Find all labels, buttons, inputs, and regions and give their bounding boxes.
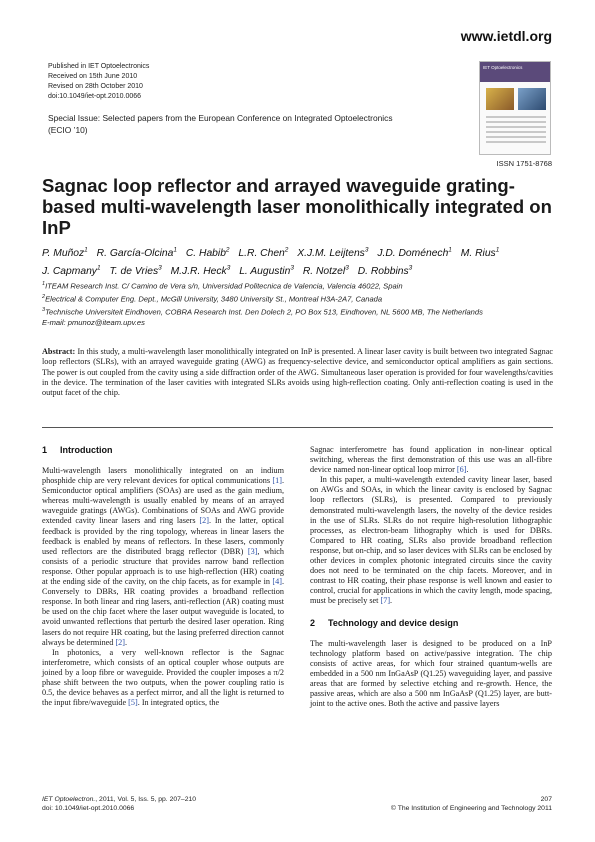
journal-cover-thumbnail	[479, 61, 551, 155]
citation-link[interactable]: [2]	[199, 516, 209, 526]
citation-link[interactable]: [5]	[128, 698, 138, 708]
author-name: J. Capmany$^1$	[42, 264, 101, 277]
affiliations	[42, 279, 562, 329]
citation-link[interactable]: [7]	[380, 596, 391, 606]
author-name: M. Rius$^1$	[460, 247, 500, 260]
pubinfo-journal: Published in IET Optoelectronics	[48, 63, 150, 70]
abstract-text: In this study, a multi-wavelength laser monolithically integrated on InP is presented. A linear laser cavity is built between two integrated Sagnac loop reflectors (SLRs), with an arrayed waveguide grating (AWG) as frequency-selective device, and semiconductor optical amplifiers as gain sections. The power is out coupled from the cavity using a side diffraction order of the AWG. Simultaneous laser operation is provided for four wavelengths/cavities in the device. The termination of the laser cavities with integrated SLRs avoids using high-reflection coating. Only anti-reflection coating is used in the output facet of the chip.	[42, 347, 554, 398]
pubinfo-received: Received on 15th June 2010	[48, 73, 138, 80]
abstract	[42, 347, 553, 398]
author-name: P. Muñoz$^1$	[42, 247, 88, 260]
publication-info	[48, 62, 149, 102]
affiliation-2: $^2$Electrical & Computer Eng. Dept., McGill University, 3480 University St., Montreal H3A-2A7, Canada	[42, 294, 383, 304]
cover-image-1	[486, 88, 514, 110]
author-name: C. Habib$^2$	[185, 247, 230, 260]
paragraph: Multi-wavelength lasers monolithically integrated on an indium phosphide chip are very relevant devices for optical communications [1]. Semiconductor optical amplifiers (SOAs) are used as the gain medium, whereas multi-wavelength is usually enabled by means of an arrayed waveguide gratings (AWGs). Combinations of SOAs and AWG provide extended cavity linear lasers and ring lasers [2]. In the latter, optical feedback is provided by the ring topology, whereas in linear lasers the feedback is enabled by means of reflectors. In these lasers, commonly used reflectors are the distributed bragg reflector (DBR) [3], which consists of a periodic structure that provides narrow band reflection response. Other popular approach is to use high-reflection (HR) coating at the ending side of the cavity, on the chip facets, as for example in [4]. Conversely to DBRs, HR coating provides a broadband reflection response. In both linear and ring lasers, anti-reflection (AR) coating must be used on the chip facet where the laser output waveguide is located, to avoid unwanted reflections that perturb the desired laser operation. Ring lasers do not require HR coating, but the lasing preferred direction cannot always be determined [2].	[42, 466, 284, 647]
paper-title: Sagnac loop reflector and arrayed waveguide grating-based multi-wavelength laser monolithically integrated on InP	[42, 175, 552, 238]
pubinfo-revised: Revised on 28th October 2010	[48, 83, 143, 90]
paragraph: In photonics, a very well-known reflector is the Sagnac interferometre, which consists of an optical coupler whose outputs are joined by a loop fibre or waveguide. Provided the coupler imposes a π/2 phase shift between the two outputs, when the power coupling ratio is 0.5, the device behaves as a perfect mirror, and all the light is returned to the input fibre/waveguide [5]. In integrated optics, the	[42, 647, 284, 708]
citation-link[interactable]: [2]	[115, 637, 125, 647]
left-column	[42, 445, 284, 708]
affiliation-3: $^3$Technische Universiteit Eindhoven, COBRA Research Inst. Den Dolech 2, PO Box 513, Eindhoven, NL 5600 MB, The Netherlands	[42, 307, 483, 317]
citation-link[interactable]: [4]	[272, 577, 282, 587]
issn: ISSN 1751-8768	[496, 159, 552, 168]
cover-band	[480, 62, 550, 82]
copyright: © The Institution of Engineering and Technology 2011	[390, 805, 552, 812]
right-column	[310, 445, 552, 709]
abstract-divider	[42, 427, 553, 428]
footer-journal: IET Optoelectron.	[42, 796, 96, 803]
footer-volume: , 2011, Vol. 5, Iss. 5, pp. 207–210	[95, 796, 197, 803]
paragraph: Sagnac interferometre has found application in non-linear optical switching, whereas the first demonstration of this use was an all-fibre device named non-linear optical loop mirror [6].	[310, 445, 552, 475]
section-1-heading: 1 Introduction	[42, 445, 113, 455]
author-name: M.J.R. Heck$^3$	[170, 264, 231, 277]
abstract-label: Abstract:	[42, 347, 76, 356]
author-list	[42, 244, 562, 279]
affiliation-1: $^1$ITEAM Research Inst. C/ Camino de Vera s/n, Universidad Politecnica de Valencia, Valencia 46022, Spain	[42, 281, 403, 291]
journal-url[interactable]: www.ietdl.org	[460, 28, 552, 44]
paragraph: In this paper, a multi-wavelength extended cavity linear laser, based on AWGs and SOAs, in which the linear cavity is enclosed by Sagnac loop reflectors (SLRs), is presented. Compared to previously demonstrated multi-wavelength lasers, the novelty of the device resides in the use of SLRs. SLRs do not require high-resolution lithographic processes, as electron-beam lithography which is used for DBRs. Compared to HR coating, SLRs also provide broadband reflection response, but on-chip, and so laser devices with SLRs can be enclosed by other devices in complex photonic integrated circuits since the cavity does not need to be terminated on the chip facets. Moreover, and in contrast to HR coating, their phase response is well known and easier to control, crucial for applications in which the cavity length, mode spacing, must be precisely set [7].	[310, 475, 552, 606]
citation-link[interactable]: [6]	[456, 465, 467, 475]
footer-doi: doi: 10.1049/iet-opt.2010.0066	[42, 805, 135, 812]
contact-email[interactable]: E-mail: pmunoz@iteam.upv.es	[42, 318, 145, 328]
footer-citation	[42, 795, 196, 813]
author-name: D. Robbins$^3$	[357, 264, 413, 277]
author-name: T. de Vries$^3$	[109, 264, 162, 277]
author-name: L. Augustin$^3$	[239, 264, 294, 277]
footer-right	[391, 795, 552, 813]
author-name: J.D. Doménech$^1$	[377, 247, 452, 260]
cover-text-lines	[486, 116, 546, 146]
cover-image-2	[518, 88, 546, 110]
author-name: R. García-Olcina$^1$	[96, 247, 177, 260]
special-issue-note: Special Issue: Selected papers from the European Conference on Integrated Optoelectronics (ECIO ’10)	[48, 113, 393, 135]
paragraph: The multi-wavelength laser is designed to be produced on a InP technology platform based on active/passive integration. The chip consists of active areas, for which four strained quantum-wells are embedded in a 500 nm InGaAsP (Q1.25) waveguiding layer, and passive areas that are formed by selective etching and re-growth. Hence, the passive areas, which are also a 500 nm InGaAsP (Q1.25) layer, are butt-joint to the active ones. Both the active and passive layers	[310, 638, 552, 709]
citation-link[interactable]: [3]	[247, 546, 258, 556]
section-2-heading: 2 Technology and device design	[310, 617, 459, 628]
cover-label: IET Optoelectronics	[483, 65, 523, 70]
author-name: L.R. Chen$^2$	[238, 247, 289, 260]
pubinfo-doi: doi:10.1049/iet-opt.2010.0066	[48, 93, 142, 100]
author-name: R. Notzel$^3$	[302, 264, 349, 277]
citation-link[interactable]: [1]	[272, 476, 282, 486]
author-name: X.J.M. Leijtens$^3$	[297, 247, 369, 260]
page-number: 207	[540, 796, 552, 803]
